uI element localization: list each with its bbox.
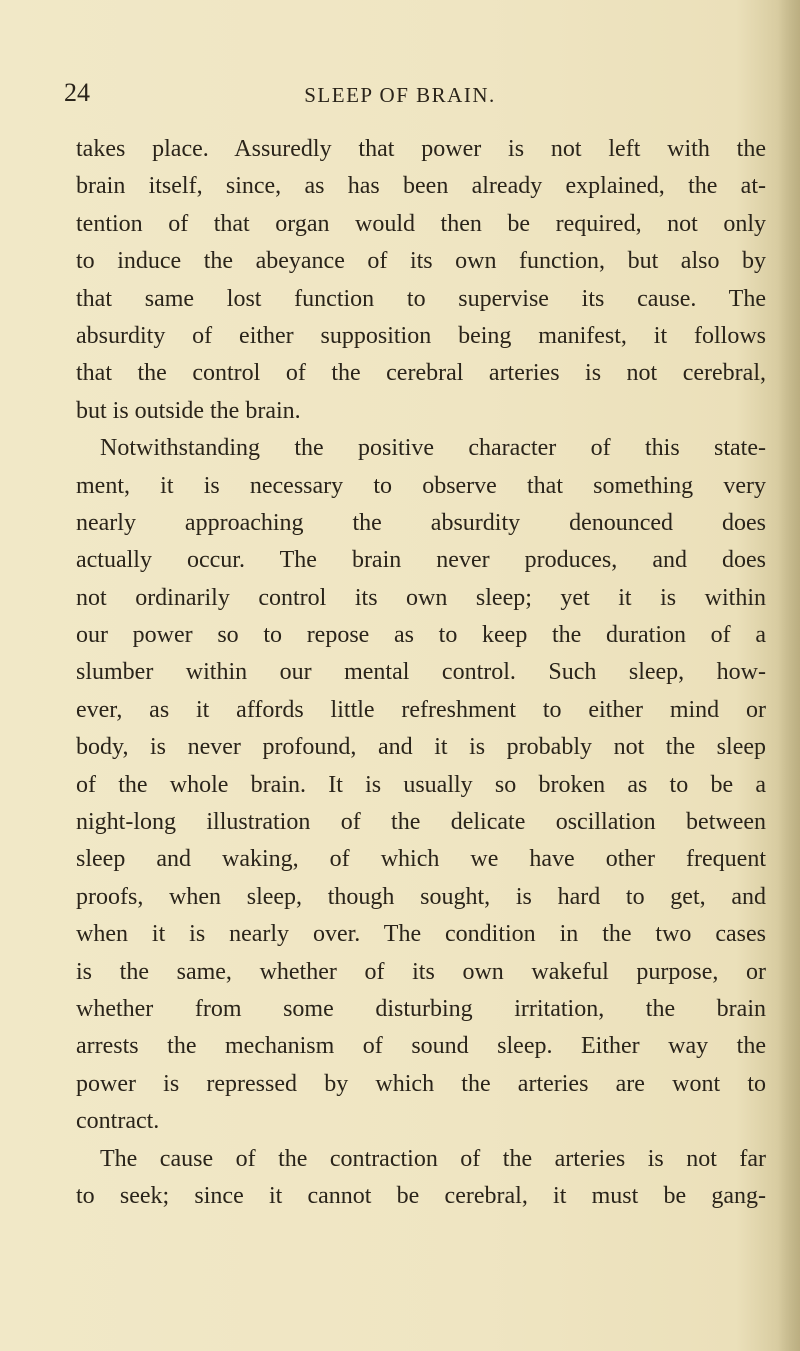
text-line: Notwithstanding the positive character of this state- — [100, 435, 766, 462]
page-number: 24 — [64, 78, 90, 107]
text-line: The cause of the contraction of the arteries is not far — [100, 1145, 766, 1172]
text-line: sleep and waking, of which we have other frequent — [76, 846, 766, 873]
text-line: takes place. Assuredly that power is not left with the — [76, 136, 766, 162]
text-line: not ordinarily control its own sleep; yet it is within — [76, 584, 766, 611]
text-line: to induce the abeyance of its own function, but also by — [76, 248, 766, 275]
text-line: contract. — [76, 1108, 160, 1135]
text-line: that the control of the cerebral arteries is not cerebral, — [76, 360, 766, 387]
text-line: nearly approaching the absurdity denounced does — [76, 509, 766, 536]
text-line: night-long illustration of the delicate oscillation between — [76, 809, 766, 836]
text-line: brain itself, since, as has been already explained, the at- — [76, 173, 766, 200]
text-line: proofs, when sleep, though sought, is hard to get, and — [76, 883, 766, 910]
text-line: actually occur. The brain never produces, and does — [76, 547, 766, 574]
page-header — [0, 78, 800, 110]
text-line: ment, it is necessary to observe that something very — [76, 472, 766, 499]
text-line: that same lost function to supervise its cause. The — [76, 285, 766, 312]
text-line: when it is nearly over. The condition in the two cases — [76, 921, 766, 948]
text-line: is the same, whether of its own wakeful purpose, or — [76, 958, 766, 985]
text-line: but is outside the brain. — [76, 397, 301, 424]
text-line: of the whole brain. It is usually so broken as to be a — [76, 771, 766, 798]
text-line: our power so to repose as to keep the duration of a — [76, 622, 766, 649]
text-line: absurdity of either supposition being manifest, it follows — [76, 322, 766, 349]
text-line: whether from some disturbing irritation, the brain — [76, 995, 766, 1022]
body-text — [76, 131, 766, 1215]
text-line: ever, as it affords little refreshment to either mind or — [76, 696, 766, 723]
text-line: slumber within our mental control. Such sleep, how- — [76, 659, 766, 686]
text-line: power is repressed by which the arteries are wont to — [76, 1070, 766, 1097]
running-title: SLEEP OF BRAIN. — [304, 83, 496, 107]
text-line: arrests the mechanism of sound sleep. Either way the — [76, 1033, 766, 1060]
text-line: to seek; since it cannot be cerebral, it must be gang- — [76, 1182, 766, 1209]
text-line: tention of that organ would then be required, not only — [76, 210, 766, 237]
text-line: body, is never profound, and it is probably not the sleep — [76, 734, 766, 761]
page-edge-shadow — [778, 0, 800, 1351]
